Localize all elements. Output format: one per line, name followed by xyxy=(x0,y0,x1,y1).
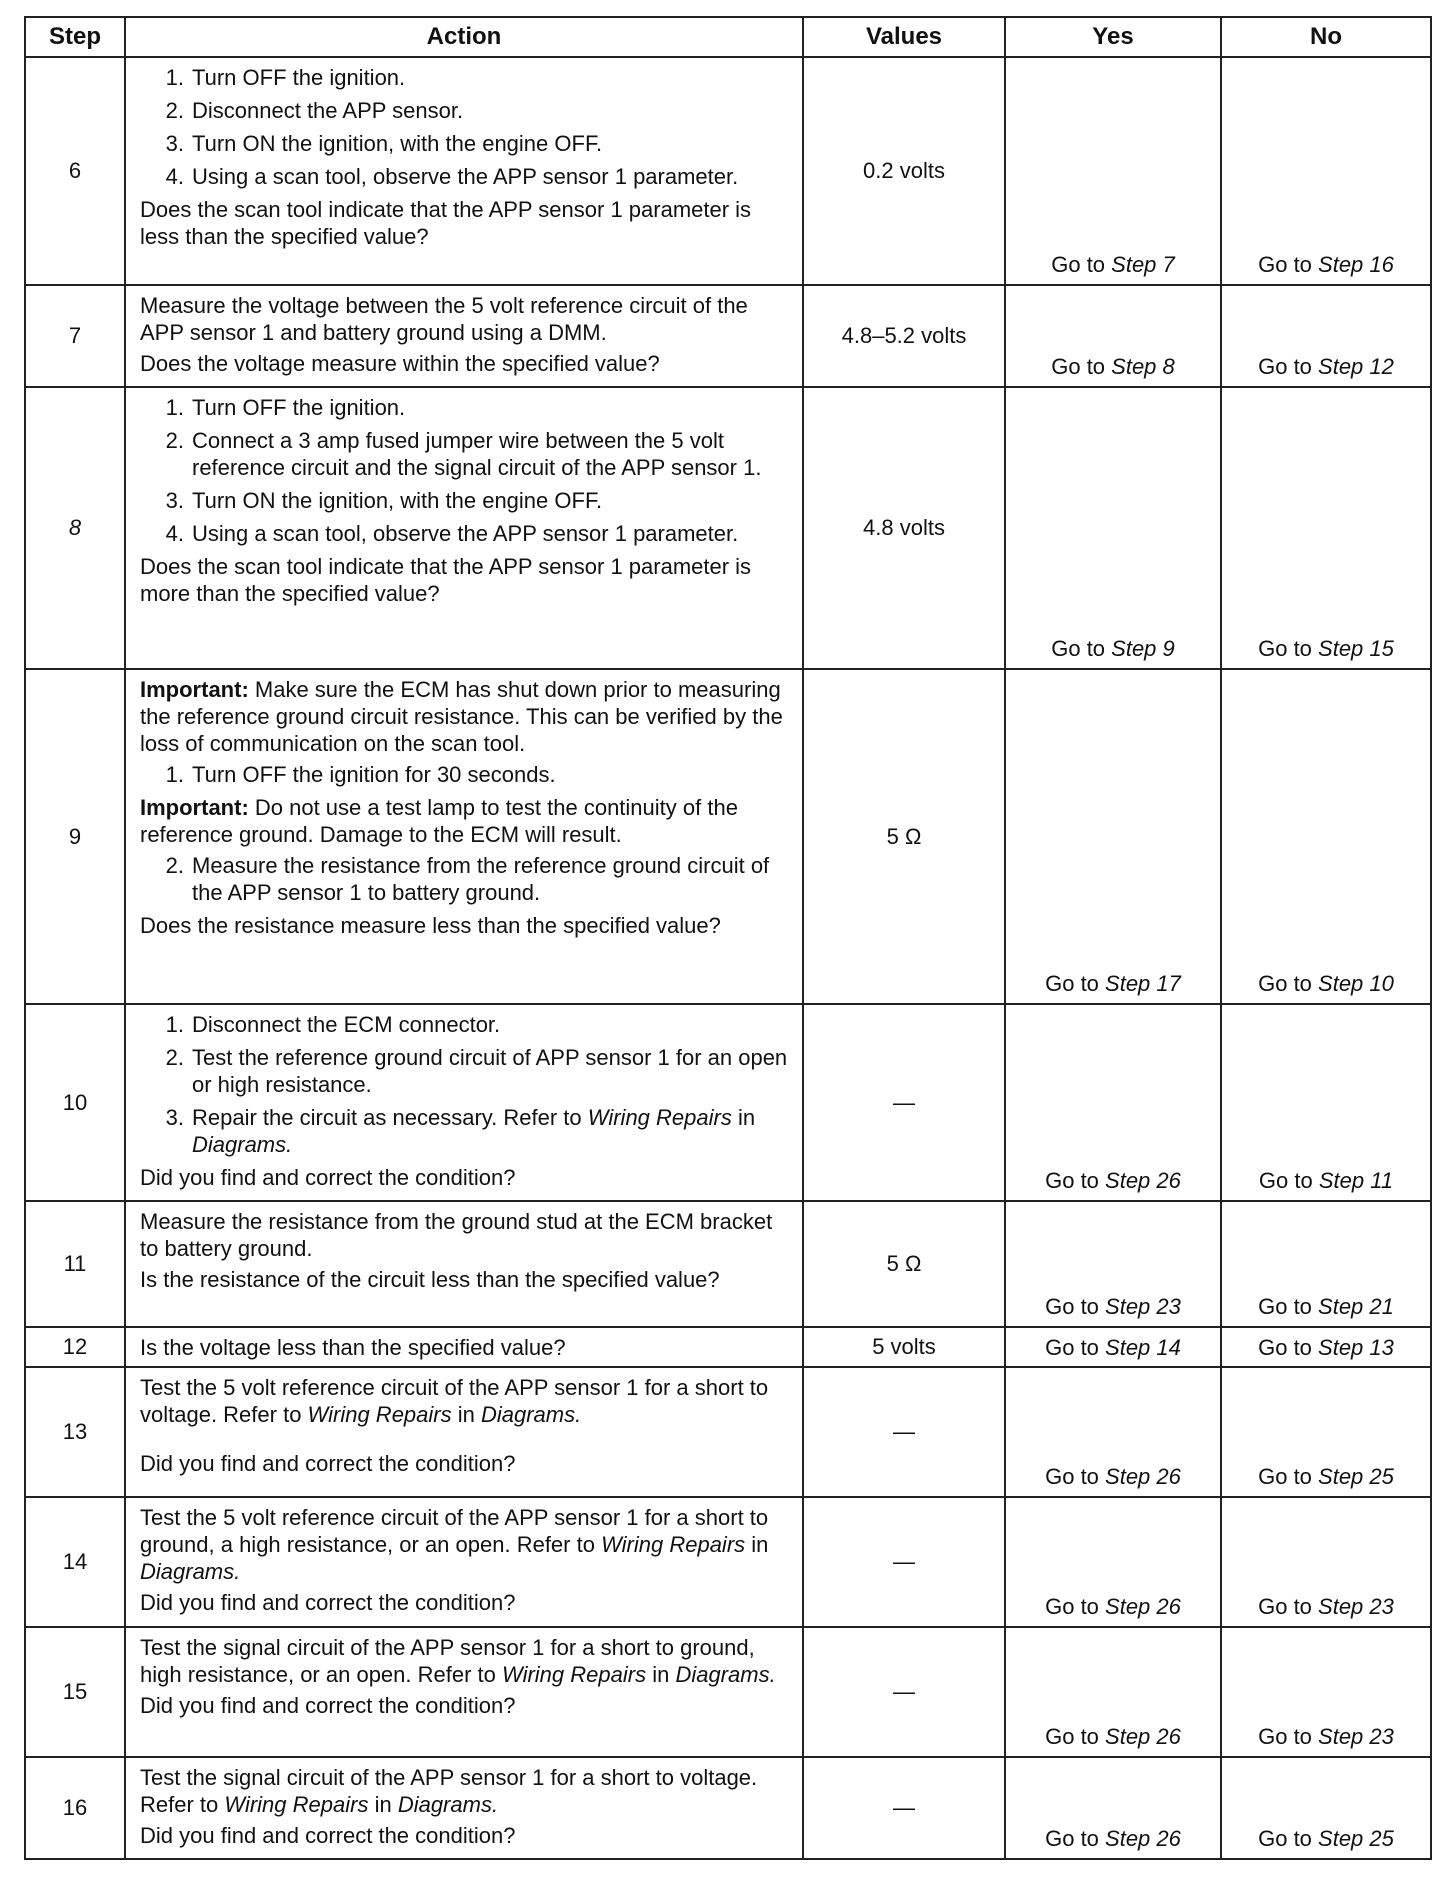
italic-ref: Diagrams. xyxy=(192,1132,293,1157)
italic-ref: Diagrams. xyxy=(675,1662,776,1687)
action-cell xyxy=(125,669,803,1004)
header-action: Action xyxy=(125,17,803,57)
action-question: Did you find and correct the condition? xyxy=(140,1590,516,1615)
goto-step-ref: Step 11 xyxy=(1318,1168,1394,1193)
goto-step-ref: Step 8 xyxy=(1111,354,1175,379)
important-note xyxy=(140,794,792,848)
list-text: Turn OFF the ignition for 30 seconds. xyxy=(192,762,556,787)
no-cell xyxy=(1221,1004,1431,1201)
no-cell xyxy=(1221,1497,1431,1627)
table-row xyxy=(25,1201,1431,1327)
list-number: 3. xyxy=(165,488,184,513)
step-number: 13 xyxy=(25,1367,125,1497)
goto-step-ref: Step 26 xyxy=(1105,1826,1181,1851)
value-cell: 4.8 volts xyxy=(803,387,1005,669)
goto-prefix: Go to xyxy=(1051,354,1112,379)
text-span: in xyxy=(646,1662,676,1687)
text-span: in xyxy=(368,1792,398,1817)
step-number: 6 xyxy=(25,57,125,285)
list-text: Turn OFF the ignition. xyxy=(192,65,406,90)
value-cell: 0.2 volts xyxy=(803,57,1005,285)
important-note xyxy=(140,676,792,757)
table-row xyxy=(25,1497,1431,1627)
action-cell xyxy=(125,1004,803,1201)
action-list-item xyxy=(140,1011,792,1038)
text-span: Test the signal circuit of the APP sensor 1 for a short to ground, high resistance, or an open. Refer to xyxy=(140,1635,755,1687)
action-cell xyxy=(125,1201,803,1327)
goto-prefix: Go to xyxy=(1258,1464,1319,1489)
no-cell xyxy=(1221,1367,1431,1497)
goto-step-ref: Step 17 xyxy=(1105,971,1181,996)
list-text: Test the reference ground circuit of APP sensor 1 for an open or high resistance. xyxy=(192,1045,788,1097)
goto-prefix: Go to xyxy=(1258,252,1319,277)
action-question: Does the voltage measure within the specified value? xyxy=(140,351,660,376)
list-text: Turn ON the ignition, with the engine OFF. xyxy=(192,131,603,156)
step-number: 9 xyxy=(25,669,125,1004)
action-question: Did you find and correct the condition? xyxy=(140,1693,516,1718)
text-span: Test the 5 volt reference circuit of the APP sensor 1 for a short to ground, a high resistance, or an open. Refer to xyxy=(140,1505,769,1557)
step-number: 8 xyxy=(25,387,125,669)
table-body xyxy=(25,57,1431,1859)
action-cell xyxy=(125,1497,803,1627)
goto-step-ref: Step 26 xyxy=(1105,1594,1181,1619)
action-list-item xyxy=(140,761,792,788)
action-question: Does the resistance measure less than the specified value? xyxy=(140,913,721,938)
action-cell xyxy=(125,1627,803,1757)
italic-ref: Diagrams. xyxy=(480,1402,582,1427)
goto-prefix: Go to xyxy=(1051,636,1112,661)
table-row xyxy=(25,1004,1431,1201)
goto-prefix: Go to xyxy=(1258,354,1319,379)
goto-prefix: Go to xyxy=(1258,1334,1319,1360)
goto-prefix: Go to xyxy=(1258,1294,1319,1319)
action-question: Did you find and correct the condition? xyxy=(140,1823,516,1848)
text-span: Test the signal circuit of the APP sensor 1 for a short to voltage. Refer to xyxy=(140,1765,758,1817)
text-span: Repair the circuit as necessary. Refer to xyxy=(192,1105,588,1130)
list-number: 2. xyxy=(165,1045,184,1070)
value-cell: 5 volts xyxy=(803,1327,1005,1367)
action-list-item xyxy=(140,64,792,91)
action-cell xyxy=(125,1327,803,1367)
action-paragraph xyxy=(140,1764,792,1818)
list-number: 1. xyxy=(165,762,184,787)
list-text xyxy=(192,1104,792,1158)
action-paragraph xyxy=(140,1634,792,1688)
value-cell: 5 Ω xyxy=(803,1201,1005,1327)
step-number: 15 xyxy=(25,1627,125,1757)
goto-prefix: Go to xyxy=(1045,1294,1106,1319)
action-paragraph: Measure the voltage between the 5 volt reference circuit of the APP sensor 1 and battery ground using a DMM. xyxy=(140,293,748,345)
list-number: 3. xyxy=(165,131,184,156)
list-number: 1. xyxy=(165,65,184,90)
no-cell xyxy=(1221,57,1431,285)
table-row xyxy=(25,1757,1431,1859)
action-cell xyxy=(125,1757,803,1859)
goto-prefix: Go to xyxy=(1045,1334,1106,1360)
important-label: Important: xyxy=(140,795,249,820)
action-cell xyxy=(125,1367,803,1497)
value-cell: — xyxy=(803,1497,1005,1627)
action-list-item xyxy=(140,487,792,514)
action-list-item xyxy=(140,97,792,124)
goto-prefix: Go to xyxy=(1045,1594,1106,1619)
italic-ref: Diagrams. xyxy=(140,1559,241,1584)
table-row xyxy=(25,1627,1431,1757)
step-number: 14 xyxy=(25,1497,125,1627)
yes-cell xyxy=(1005,1367,1221,1497)
action-list-item xyxy=(140,427,792,481)
step-number: 11 xyxy=(25,1201,125,1327)
goto-step-ref: Step 13 xyxy=(1318,1334,1394,1360)
goto-step-ref: Step 7 xyxy=(1111,252,1175,277)
goto-prefix: Go to xyxy=(1258,1724,1319,1749)
goto-prefix: Go to xyxy=(1045,1724,1106,1749)
table-row xyxy=(25,669,1431,1004)
action-cell xyxy=(125,285,803,387)
goto-prefix: Go to xyxy=(1051,252,1112,277)
no-cell xyxy=(1221,669,1431,1004)
important-text: Make sure the ECM has shut down prior to measuring the reference ground circuit resistance. This can be verified by the loss of communication on the scan tool. xyxy=(140,677,783,756)
step-number: 16 xyxy=(25,1757,125,1859)
list-number: 1. xyxy=(165,1012,184,1037)
goto-step-ref: Step 26 xyxy=(1105,1168,1181,1193)
value-cell: — xyxy=(803,1757,1005,1859)
no-cell xyxy=(1221,1327,1431,1367)
action-question: Did you find and correct the condition? xyxy=(140,1451,516,1476)
yes-cell xyxy=(1005,1757,1221,1859)
goto-step-ref: Step 9 xyxy=(1111,636,1175,661)
action-list-item xyxy=(140,852,792,906)
goto-step-ref: Step 25 xyxy=(1318,1826,1394,1851)
action-question: Did you find and correct the condition? xyxy=(140,1165,516,1190)
action-list-item xyxy=(140,1044,792,1098)
important-label: Important: xyxy=(140,677,249,702)
table-row xyxy=(25,387,1431,669)
step-number: 12 xyxy=(25,1327,125,1367)
goto-step-ref: Step 23 xyxy=(1318,1594,1394,1619)
header-row xyxy=(25,17,1431,57)
italic-ref: Wiring Repairs xyxy=(224,1792,369,1817)
list-number: 4. xyxy=(165,521,184,546)
important-text: Do not use a test lamp to test the continuity of the reference ground. Damage to the ECM will result. xyxy=(140,795,738,847)
goto-prefix: Go to xyxy=(1045,971,1106,996)
table-row xyxy=(25,1327,1431,1367)
goto-prefix: Go to xyxy=(1258,1594,1319,1619)
goto-prefix: Go to xyxy=(1045,1464,1106,1489)
list-number: 2. xyxy=(165,428,184,453)
goto-step-ref: Step 21 xyxy=(1318,1294,1394,1319)
header-yes: Yes xyxy=(1005,17,1221,57)
step-number: 10 xyxy=(25,1004,125,1201)
goto-step-ref: Step 26 xyxy=(1105,1724,1181,1749)
italic-ref: Wiring Repairs xyxy=(601,1532,746,1557)
header-no: No xyxy=(1221,17,1431,57)
text-span: Test the 5 volt reference circuit of the APP sensor 1 for a short to voltage. Refer to xyxy=(140,1375,769,1427)
italic-ref: Wiring Repairs xyxy=(307,1402,452,1427)
goto-step-ref: Step 15 xyxy=(1318,636,1394,661)
list-text: Turn ON the ignition, with the engine OFF. xyxy=(192,488,603,513)
goto-prefix: Go to xyxy=(1258,1168,1319,1193)
action-list-item xyxy=(140,163,792,190)
no-cell xyxy=(1221,387,1431,669)
italic-ref: Diagrams. xyxy=(397,1792,499,1817)
list-text: Disconnect the APP sensor. xyxy=(192,98,464,123)
table-row xyxy=(25,57,1431,285)
action-cell xyxy=(125,387,803,669)
list-number: 1. xyxy=(165,395,184,420)
no-cell xyxy=(1221,1757,1431,1859)
list-text: Connect a 3 amp fused jumper wire between the 5 volt reference circuit and the signal circuit of the APP sensor 1. xyxy=(192,428,762,480)
list-text: Turn OFF the ignition. xyxy=(192,395,406,420)
action-question: Is the voltage less than the specified value? xyxy=(140,1334,566,1360)
list-number: 2. xyxy=(165,853,184,878)
value-cell: 4.8–5.2 volts xyxy=(803,285,1005,387)
action-list-item xyxy=(140,520,792,547)
goto-prefix: Go to xyxy=(1258,636,1319,661)
list-text: Measure the resistance from the reference ground circuit of the APP sensor 1 to battery ground. xyxy=(192,853,770,905)
text-span: in xyxy=(745,1532,769,1557)
goto-step-ref: Step 16 xyxy=(1318,252,1394,277)
goto-prefix: Go to xyxy=(1045,1168,1106,1193)
action-question: Does the scan tool indicate that the APP sensor 1 parameter is more than the specified value? xyxy=(140,554,752,606)
table-row xyxy=(25,1367,1431,1497)
text-span: in xyxy=(451,1402,481,1427)
goto-prefix: Go to xyxy=(1258,971,1319,996)
yes-cell xyxy=(1005,1627,1221,1757)
yes-cell xyxy=(1005,1004,1221,1201)
action-paragraph: Measure the resistance from the ground stud at the ECM bracket to battery ground. xyxy=(140,1209,773,1261)
goto-step-ref: Step 23 xyxy=(1105,1294,1181,1319)
goto-prefix: Go to xyxy=(1258,1826,1319,1851)
action-list-item xyxy=(140,1104,792,1158)
yes-cell xyxy=(1005,1327,1221,1367)
no-cell xyxy=(1221,1201,1431,1327)
list-text: Using a scan tool, observe the APP sensor 1 parameter. xyxy=(192,521,739,546)
value-cell: — xyxy=(803,1004,1005,1201)
list-number: 4. xyxy=(165,164,184,189)
list-number: 2. xyxy=(165,98,184,123)
goto-step-ref: Step 12 xyxy=(1318,354,1394,379)
goto-prefix: Go to xyxy=(1045,1826,1106,1851)
yes-cell xyxy=(1005,285,1221,387)
goto-step-ref: Step 23 xyxy=(1318,1724,1394,1749)
action-question: Is the resistance of the circuit less than the specified value? xyxy=(140,1267,720,1292)
italic-ref: Wiring Repairs xyxy=(587,1105,732,1130)
yes-cell xyxy=(1005,669,1221,1004)
no-cell xyxy=(1221,1627,1431,1757)
goto-step-ref: Step 25 xyxy=(1318,1464,1394,1489)
list-number: 3. xyxy=(165,1105,184,1130)
table-row xyxy=(25,285,1431,387)
action-cell xyxy=(125,57,803,285)
italic-ref: Wiring Repairs xyxy=(502,1662,647,1687)
yes-cell xyxy=(1005,387,1221,669)
value-cell: 5 Ω xyxy=(803,669,1005,1004)
list-text: Disconnect the ECM connector. xyxy=(192,1012,501,1037)
value-cell: — xyxy=(803,1627,1005,1757)
list-text: Using a scan tool, observe the APP sensor 1 parameter. xyxy=(192,164,739,189)
header-step: Step xyxy=(25,17,125,57)
yes-cell xyxy=(1005,1497,1221,1627)
goto-step-ref: Step 26 xyxy=(1105,1464,1181,1489)
goto-step-ref: Step 10 xyxy=(1318,971,1394,996)
action-question: Does the scan tool indicate that the APP sensor 1 parameter is less than the specified value? xyxy=(140,197,752,249)
yes-cell xyxy=(1005,1201,1221,1327)
action-list-item xyxy=(140,394,792,421)
value-cell: — xyxy=(803,1367,1005,1497)
action-list-item xyxy=(140,130,792,157)
action-paragraph xyxy=(140,1374,792,1428)
diagnostic-table xyxy=(24,16,1432,1860)
action-paragraph xyxy=(140,1504,792,1585)
goto-step-ref: Step 14 xyxy=(1105,1334,1181,1360)
step-number: 7 xyxy=(25,285,125,387)
yes-cell xyxy=(1005,57,1221,285)
header-values: Values xyxy=(803,17,1005,57)
text-span: in xyxy=(731,1105,756,1130)
no-cell xyxy=(1221,285,1431,387)
